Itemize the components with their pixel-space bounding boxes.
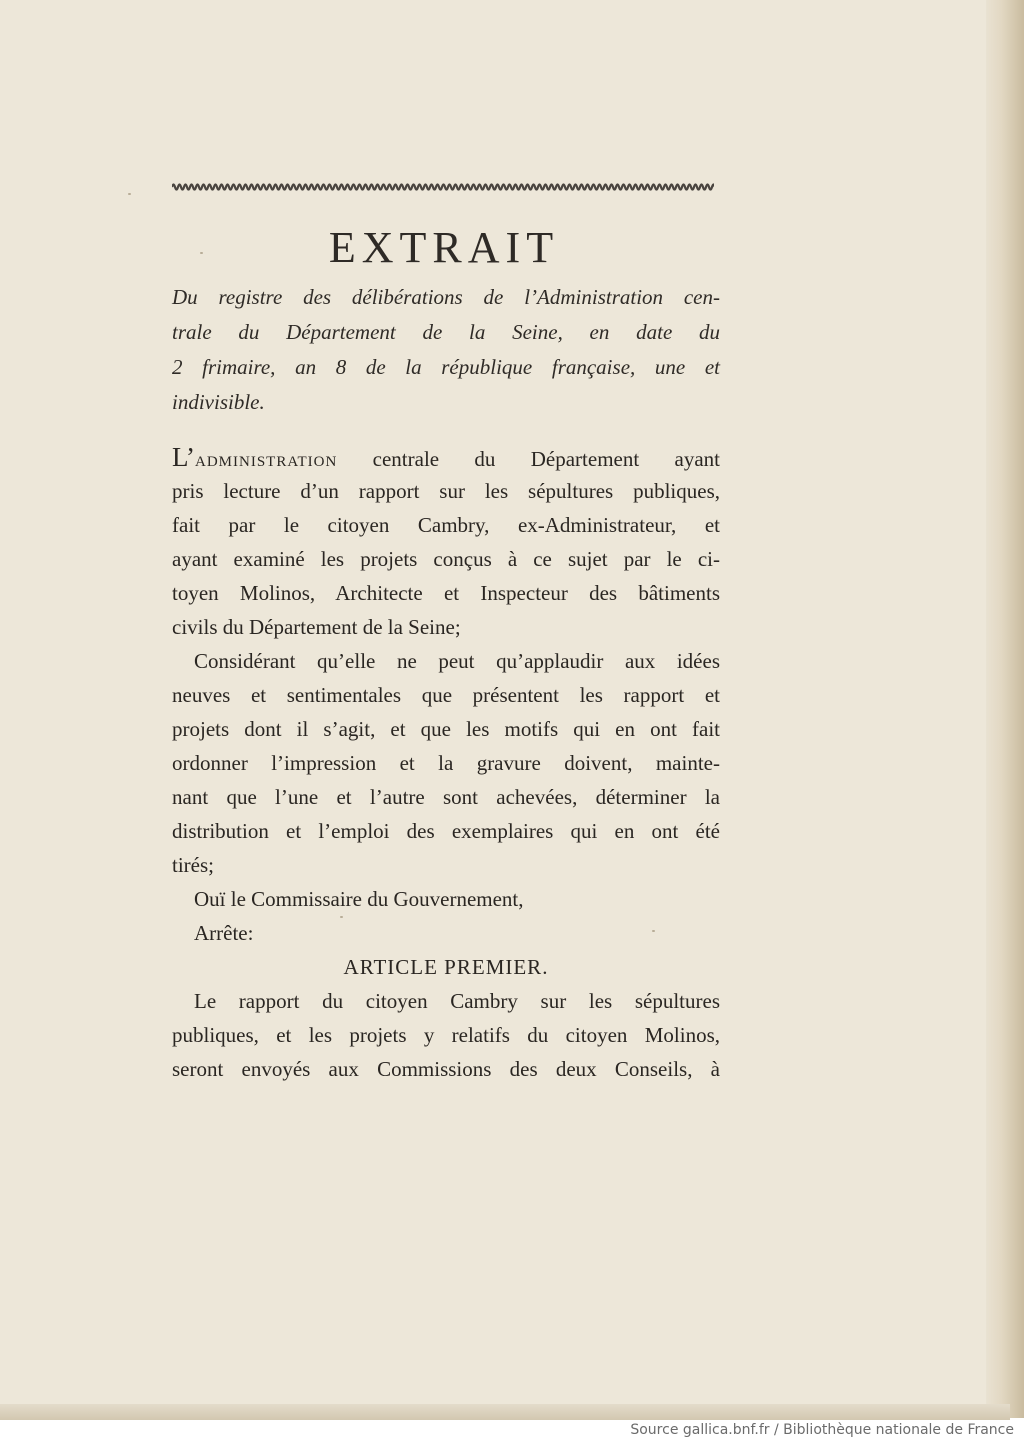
- text-line: tirés;: [172, 853, 214, 877]
- subtitle-line: indivisible.: [172, 390, 265, 414]
- page-bottom-edge: [0, 1404, 1010, 1420]
- drop-letter: L’: [172, 442, 196, 472]
- subtitle-line: trale du Département de la Seine, en date du: [172, 320, 720, 344]
- text-line: pris lecture d’un rapport sur les sépultures publiques,: [172, 479, 720, 503]
- text-line: neuves et sentimentales que présentent les rapport et: [172, 683, 720, 707]
- paper-speck: [200, 252, 203, 254]
- text-line: distribution et l’emploi des exemplaires qui en ont été: [172, 819, 720, 843]
- text-line: projets dont il s’agit, et que les motifs qui en ont fait: [172, 717, 720, 741]
- arrete-line: Arrête:: [194, 921, 254, 945]
- text-line: publiques, et les projets y relatifs du citoyen Molinos,: [172, 1023, 720, 1047]
- subtitle-block: [172, 280, 720, 420]
- text-line: toyen Molinos, Architecte et Inspecteur des bâtiments: [172, 581, 720, 605]
- page-heading: EXTRAIT: [328, 223, 560, 272]
- smallcaps-word: administration: [195, 447, 338, 471]
- text-line: ayant examiné les projets conçus à ce sujet par le ci-: [172, 547, 720, 571]
- paper-speck: [652, 930, 655, 932]
- text-line: nant que l’une et l’autre sont achevées, déterminer la: [172, 785, 720, 809]
- paper-speck: [340, 916, 343, 918]
- first-line-rest: centrale du Département ayant: [337, 447, 720, 471]
- page-edge: [986, 0, 1024, 1418]
- ornamental-rule: [172, 180, 714, 194]
- subtitle-line: 2 frimaire, an 8 de la république française, une et: [172, 355, 720, 379]
- text-line: Considérant qu’elle ne peut qu’applaudir aux idées: [194, 649, 720, 673]
- text-line: fait par le citoyen Cambry, ex-Administrateur, et: [172, 513, 720, 537]
- paragraph-first-line: [172, 440, 720, 474]
- body-text: [172, 440, 720, 1086]
- oui-line: Ouï le Commissaire du Gouvernement,: [194, 887, 524, 911]
- text-line: ordonner l’impression et la gravure doivent, mainte-: [172, 751, 720, 775]
- paper-speck: [128, 193, 131, 195]
- text-line: seront envoyés aux Commissions des deux Conseils, à: [172, 1057, 720, 1081]
- text-line: Le rapport du citoyen Cambry sur les sépultures: [194, 989, 720, 1013]
- subtitle-line: Du registre des délibérations de l’Administration cen-: [172, 285, 720, 309]
- text-line: civils du Département de la Seine;: [172, 615, 461, 639]
- article-heading: ARTICLE PREMIER.: [343, 955, 549, 979]
- source-footer: Source gallica.bnf.fr / Bibliothèque nationale de France: [630, 1422, 1014, 1438]
